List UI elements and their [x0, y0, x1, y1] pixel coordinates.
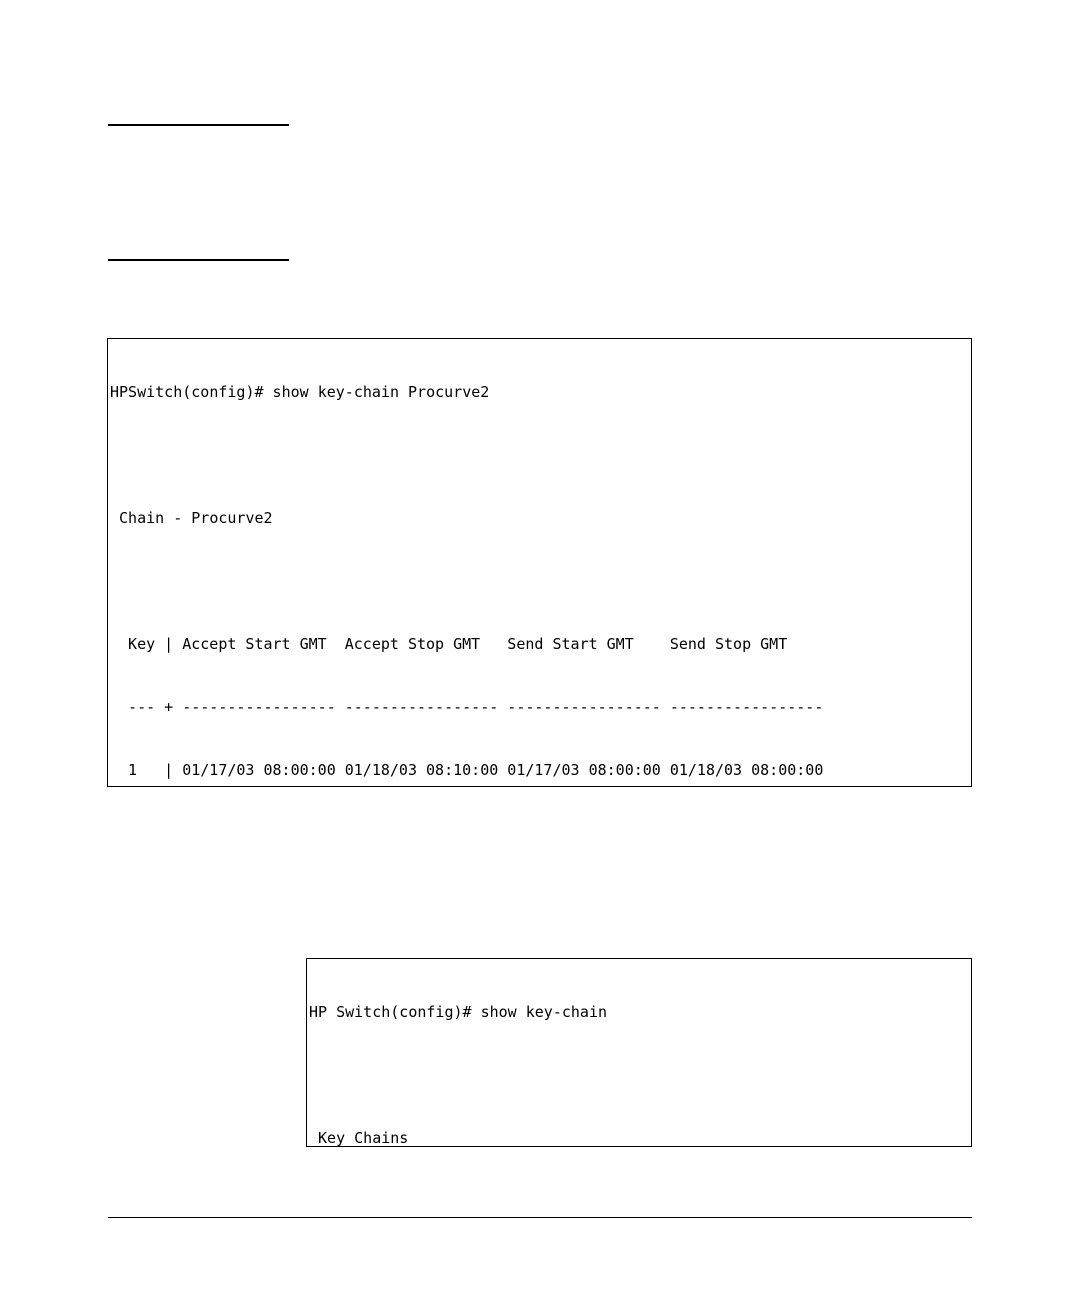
key-table-separator: --- + ----------------- ----------------- ----------------- ----------------- [128, 698, 824, 716]
command-prompt: HPSwitch(config)# show key-chain Procurve2 [110, 383, 490, 401]
section-rule-middle [108, 259, 289, 261]
command-prompt: HP Switch(config)# show key-chain [309, 1003, 608, 1021]
key-table-header: Key | Accept Start GMT Accept Stop GMT Send Start GMT Send Stop GMT [128, 635, 788, 653]
chain-heading: Chain - Procurve2 [119, 509, 273, 527]
terminal-show-key-chain [306, 958, 972, 1147]
key-chains-heading: Key Chains [318, 1129, 409, 1147]
table-row: 1 | 01/17/03 08:00:00 01/18/03 08:10:00 01/17/03 08:00:00 01/18/03 08:00:00 [128, 761, 824, 779]
section-rule-top [108, 124, 289, 126]
terminal-show-key-chain-procurve2 [107, 338, 972, 787]
footer-rule [108, 1217, 972, 1218]
